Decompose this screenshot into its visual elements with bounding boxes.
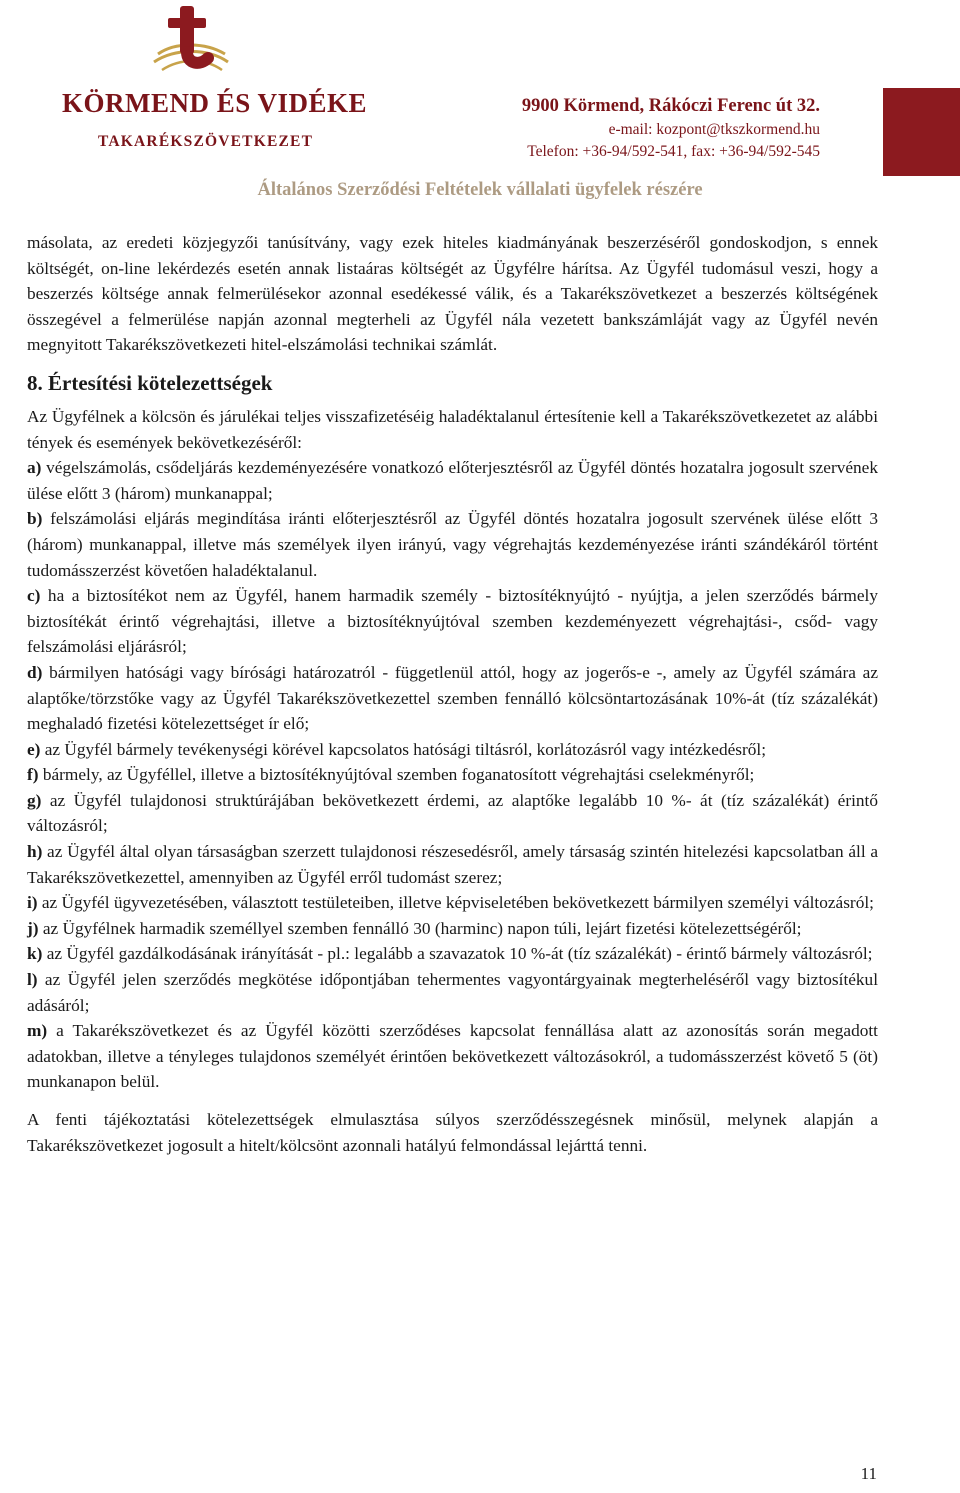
email: e-mail: kozpont@tkszkormend.hu (608, 121, 820, 138)
list-item (27, 967, 878, 1018)
page-number: 11 (860, 1464, 877, 1483)
list-item-label: d) (27, 662, 43, 682)
list-item-label: c) (27, 586, 41, 606)
list-item-text: a Takarékszövetkezet és az Ügyfél közötti szerződéses kapcsolat fennállása alatt az azonosítás során megadott adatokban, illetve a tényleges tulajdonos személyét érintően bekövetkezett változásokról, a tudomásszerzést követő 5 (öt) munkanapon belül. (27, 1021, 878, 1092)
page-header (0, 0, 960, 210)
organization-subtitle: TAKARÉKSZÖVETKEZET (98, 133, 314, 150)
list-item-text: felszámolási eljárás megindítása iránti előterjesztésről az Ügyfél döntés hozatalra jogosult szervének ülése előtt 3 (három) munkanappal, illetve más személyek ilyen irányú, vagy végrehajtás kezdeményezése iránti szándékáról történt tudomásszerzést követően haladéktalanul. (27, 509, 878, 580)
list-item-label: g) (27, 790, 42, 810)
list-item (27, 1018, 878, 1095)
list-item-text: az Ügyfél gazdálkodásának irányítását - pl.: legalább a szavazatok 10 %-át (tíz százalékát) - érintő bármely változásról; (42, 944, 873, 964)
decorative-block (883, 88, 960, 176)
list-item-label: b) (27, 509, 43, 529)
closing-paragraph: A fenti tájékoztatási kötelezettségek elmulasztása súlyos szerződésszegésnek minősül, melynek alapján a Takarékszövetkezet jogosult a hitelt/kölcsönt azonnali hatályú felmondással lejárttá tenni. (27, 1110, 878, 1155)
list-item (27, 916, 878, 942)
list-item (27, 788, 878, 839)
organization-name: KÖRMEND ÉS VIDÉKE (62, 88, 368, 118)
contact-block (522, 96, 820, 161)
list-item-text: bármely, az Ügyféllel, illetve a biztosítéknyújtóval szemben foganatosított végrehajtási cselekményről; (38, 765, 755, 785)
list-item-label: j) (27, 918, 39, 938)
list-item (27, 660, 878, 737)
list-item (27, 941, 878, 967)
list-item-text: az Ügyfélnek harmadik személlyel szemben fennálló 30 (harminc) napon túli, lejárt fizetési kötelezettségéről; (38, 918, 802, 938)
phone: Telefon: +36-94/592-541, fax: +36-94/592-545 (527, 143, 820, 160)
list-item-label: k) (27, 944, 43, 964)
list-item-text: az Ügyfél jelen szerződés megkötése időpontjában tehermentes vagyontárgyainak megterheléséről vagy biztosítékul adásáról; (27, 970, 878, 1015)
obligation-list (27, 455, 878, 1095)
list-item-text: végelszámolás, csődeljárás kezdeményezésére vonatkozó előterjesztésről az Ügyfél döntés hozatalra jogosult szervének ülése előtt 3 (három) munkanappal; (27, 458, 878, 503)
list-item-text: az Ügyfél ügyvezetésében, választott testületeiben, illetve képviseletében bekövetkezett bármilyen személyi változásról; (37, 893, 874, 913)
intro-paragraph: másolata, az eredeti közjegyzői tanúsítvány, vagy ezek hiteles kiadmányának beszerzéséről gondoskodjon, s ennek költségét, on-line lekérdezés esetén annak listaáras költségét az Ügyfélre hárítsa. Az Ügyfél tudomásul veszi, hogy a beszerzés költsége annak felmerülésekor azonnal esedékessé válik, és a Takarékszövetkezet a beszerzés költségének összegével a felmerülése napján azonnal megterheli az Ügyfél nála vezetett bankszámláját vagy az Ügyfél nevén megnyitott Takarékszövetkezeti hitel-elszámolási technikai számlát. (27, 233, 878, 355)
section-lead: Az Ügyfélnek a kölcsön és járulékai teljes visszafizetéséig haladéktalanul értesítenie kell a Takarékszövetkezetet az alábbi tények és események bekövetkezéséről: (27, 406, 878, 452)
section-heading: 8. Értesítési kötelezettségek (27, 370, 273, 395)
list-item-label: e) (27, 739, 41, 759)
list-item-text: bármilyen hatósági vagy bírósági határozatról - függetlenül attól, hogy az jogerős-e -, amely az Ügyfél számára az alaptőke/törzstőke vagy az Ügyfél Takarékszövetkezettel szemben fennálló kölcsöntartozásának 10%-át (tíz százalékát) meghaladó fizetési kötelezettséget ír elő; (27, 662, 878, 734)
list-item (27, 762, 878, 788)
document-body (27, 230, 878, 1158)
list-item (27, 737, 878, 763)
list-item-text: az Ügyfél bármely tevékenységi körével kapcsolatos hatósági tiltásról, korlátozásról vagy intézkedésről; (40, 739, 767, 759)
list-item-text: az Ügyfél tulajdonosi struktúrájában bekövetkezett érdemi, az alaptőke legalább 10 %- át (tíz százalékát) érintő változásról; (27, 790, 878, 836)
list-item-label: f) (27, 765, 39, 785)
list-item (27, 839, 878, 890)
list-item-label: h) (27, 842, 43, 862)
list-item (27, 506, 878, 583)
list-item-label: a) (27, 458, 42, 478)
list-item-text: az Ügyfél által olyan társaságban szerzett tulajdonosi részesedésről, amely társaság szintén hitelezési kapcsolatban áll a Takarékszövetkezettel, amennyiben az Ügyfél erről tudomást szerez; (27, 842, 878, 887)
logo-icon (150, 2, 230, 84)
list-item-label: l) (27, 970, 38, 990)
list-item-label: m) (27, 1021, 48, 1041)
list-item (27, 455, 878, 506)
address: 9900 Körmend, Rákóczi Ferenc út 32. (521, 96, 820, 116)
document-title: Általános Szerződési Feltételek vállalati ügyfelek részére (257, 180, 703, 200)
list-item (27, 583, 878, 660)
list-item-label: i) (27, 893, 38, 913)
list-item-text: ha a biztosítékot nem az Ügyfél, hanem harmadik személy - biztosítéknyújtó - nyújtja, a jelen szerződés bármely biztosítékát érintő végrehajtási, illetve a biztosítéknyújtóval szemben kezdeményezett végrehajtási-, csőd- vagy felszámolási eljárásról; (27, 586, 878, 657)
list-item (27, 890, 878, 916)
